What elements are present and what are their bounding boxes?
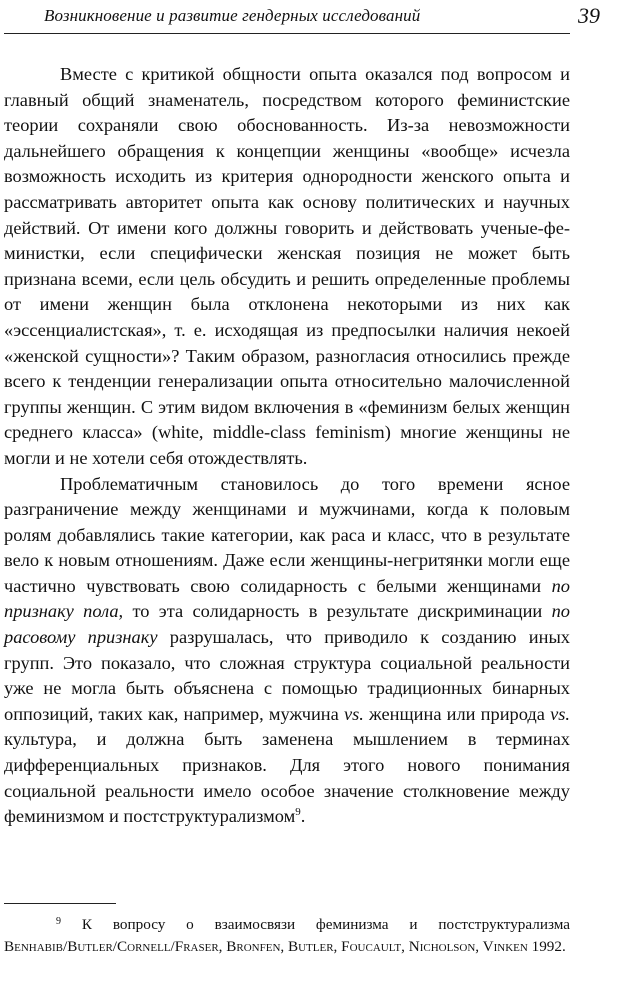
emphasis-by-race: по расовому признаку xyxy=(4,601,570,648)
footnote xyxy=(4,914,570,958)
footnote-text: К вопросу о взаимосвязи феминизма и постструктурализма xyxy=(61,916,570,933)
paragraph-2-part-b: то эта солидарность в результате дискриминации xyxy=(123,601,552,622)
running-title: Возникновение и развитие гендерных исследований xyxy=(44,6,421,25)
header-rule xyxy=(4,33,570,34)
paragraph-2 xyxy=(4,472,570,830)
paragraph-2-part-c: разрушалась, что приводило к созданию иных групп. Это показало, что сложная структура социальной реальности уже не могла быть объяснена с помощью традиционных бинарных оппозиций, таких как, например, мужчина xyxy=(4,627,570,724)
footnote-rule xyxy=(4,903,116,904)
footnote-marker: 9 xyxy=(56,916,61,927)
footnote-authors: Benhabib/Butler/Cornell/Fraser, Bronfen, Butler, Foucault, Nicholson, Vinken xyxy=(4,938,528,955)
paragraph-1 xyxy=(4,62,570,472)
footnote-year: 1992. xyxy=(527,938,566,955)
emphasis-versus-2: vs. xyxy=(550,703,570,724)
footnote-reference[interactable]: 9 xyxy=(295,806,301,819)
page-header xyxy=(0,0,620,40)
page-number: 39 xyxy=(578,3,600,28)
emphasis-versus-1: vs. xyxy=(343,703,364,724)
paragraph-1-text: Вместе с критикой общности опыта оказался под вопросом и главный общий знаменатель, посредством которого феминистские теории сохраняли свою обоснованность. Из-за невозможности дальнейшего обращения к концепции женщины «вообще» исчезла возможность исходить из критерия однородности женского опыта и рассматривать авторитет опыта как основу политических и научных действий. От имени кого должны говорить и действовать ученые-феминистки, если специфически женская позиция не может быть признана всеми, если цель обсудить и решить определенные проблемы от имени женщин была отклонена некоторыми из них как «эссенциалистская», т. е. исходящая из предпосылки наличия некоей «женской сущности»? Таким образом, разногласия относились прежде всего к тенденции генерализации опыта относительно малочисленной группы женщин. С этим видом включения в «феминизм белых женщин среднего класса» (white, middle-class feminism) многие женщины не могли и не хотели себя отождествлять. xyxy=(4,64,570,468)
paragraph-2-part-e: культура, и должна быть заменена мышлением в терминах дифференциальных признаков. Для этого нового понимания социальной реальности имело особое значение столкновение между феминизмом и постструктурализмом xyxy=(4,729,570,827)
paragraph-2-part-d: женщина или природа xyxy=(363,703,551,724)
footnote-paragraph xyxy=(4,914,570,958)
paragraph-2-part-a: Проблематичным становилось до того времени ясное разграничение между женщинами и мужчинами, когда к половым ролям добавлялись такие категории, как раса и класс, что в результате вело к новым отношениям. Даже если женщины-негритянки могли еще частично чувствовать свою солидарность с белыми женщинами xyxy=(4,473,570,596)
paragraph-2-end: . xyxy=(300,806,306,827)
emphasis-by-sex: по признаку пола, xyxy=(4,575,570,622)
main-text xyxy=(4,62,570,830)
